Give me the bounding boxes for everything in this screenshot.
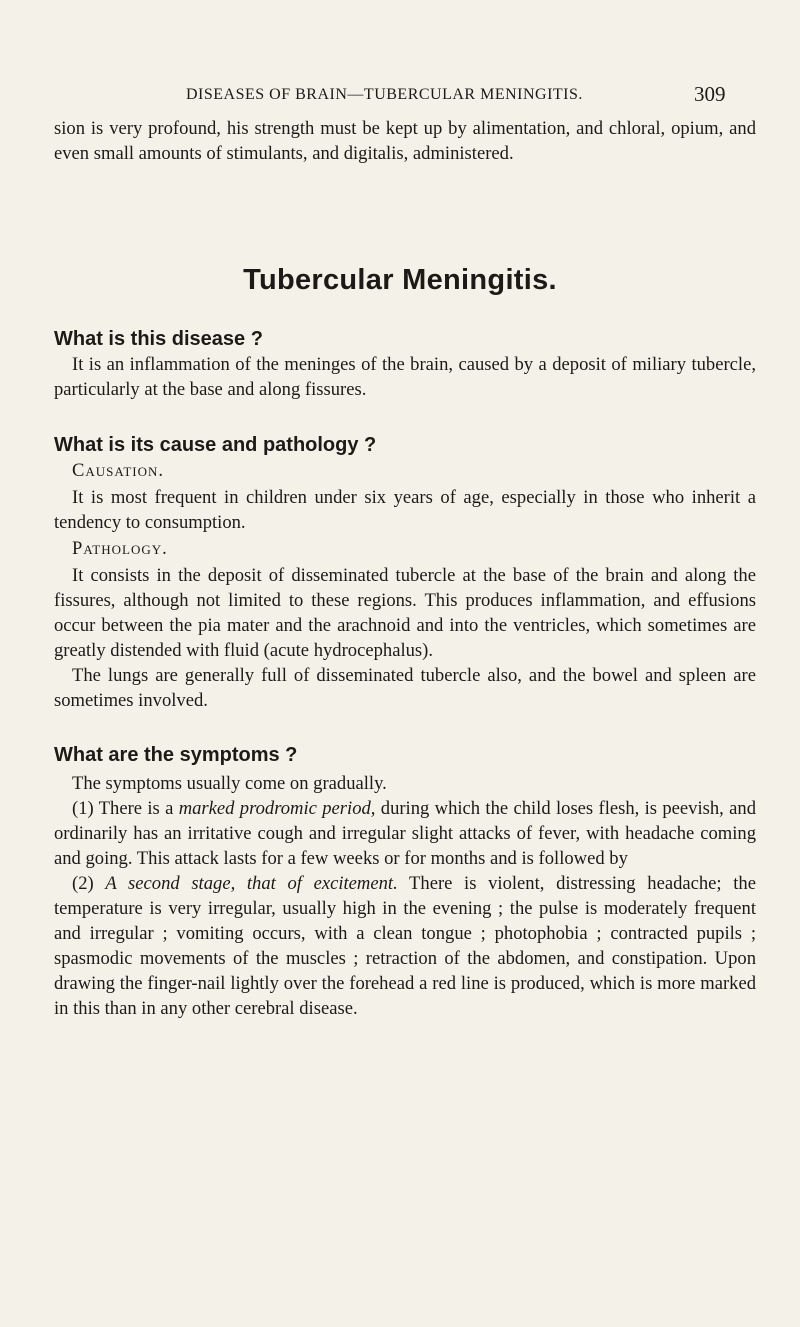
stage-1-prefix: (1) There is a <box>72 798 179 819</box>
symptoms-section <box>54 771 756 1021</box>
stage-1-italic: marked prodromic period, <box>178 798 376 819</box>
pathology-paragraph <box>54 563 756 713</box>
stage-1-rest: during which the child loses flesh, is peevish, and ordinarily has an irritative cough and irregular slight attacks of fever, with headache coming and going. This attack lasts for a few weeks or for months and is followed by <box>54 798 756 869</box>
pathology-text-2: The lungs are generally full of disseminated tubercle also, and the bowel and spleen are sometimes involved. <box>54 665 756 711</box>
symptoms-intro: The symptoms usually come on gradually. <box>72 773 387 794</box>
stage-2-italic: A second stage, that of excitement. <box>105 873 398 894</box>
question-heading-3: What are the symptoms ? <box>54 744 298 766</box>
chapter-title: Tubercular Meningitis. <box>243 264 557 296</box>
pathology-text: It consists in the deposit of disseminated tubercle at the base of the brain and along the fissures, although not limited to these regions. This produces inflammation, and effusions occur between the pia mater and the arachnoid and into the ventricles, which sometimes are greatly distended with fluid (acute hydrocephalus). <box>54 565 756 661</box>
answer-1 <box>54 352 756 402</box>
causation-paragraph <box>54 485 756 535</box>
question-heading-1: What is this disease ? <box>54 328 263 350</box>
stage-2-prefix: (2) <box>72 873 106 894</box>
stage-2-paragraph <box>54 871 756 1021</box>
causation-heading: Causation. <box>72 460 165 481</box>
intro-paragraph <box>54 116 756 166</box>
page-number: 309 <box>694 82 726 106</box>
intro-text: sion is very profound, his strength must be kept up by alimentation, and chloral, opium, and even small amounts of stimulants, and digitalis, administered. <box>54 118 756 164</box>
stage-1-paragraph <box>54 796 756 871</box>
stage-2-rest: There is violent, distressing headache; the temperature is very irregular, usually high in the evening ; the pulse is moderately frequent and irregular ; vomiting occurs, with a clean tongue ; photophobia ; contracted pupils ; spasmodic movements of the muscles ; retraction of the abdomen, and constipation. Upon drawing the finger-nail lightly over the forehead a red line is produced, which is more marked in this than in any other cerebral disease. <box>54 873 756 1019</box>
question-heading-2: What is its cause and pathology ? <box>54 434 377 456</box>
running-head: DISEASES OF BRAIN—TUBERCULAR MENINGITIS. <box>186 86 583 103</box>
answer-1-text: It is an inflammation of the meninges of the brain, caused by a deposit of miliary tubercle, particularly at the base and along fissures. <box>54 354 756 400</box>
pathology-heading: Pathology. <box>72 538 168 559</box>
causation-text: It is most frequent in children under six years of age, especially in those who inherit a tendency to consumption. <box>54 487 756 533</box>
